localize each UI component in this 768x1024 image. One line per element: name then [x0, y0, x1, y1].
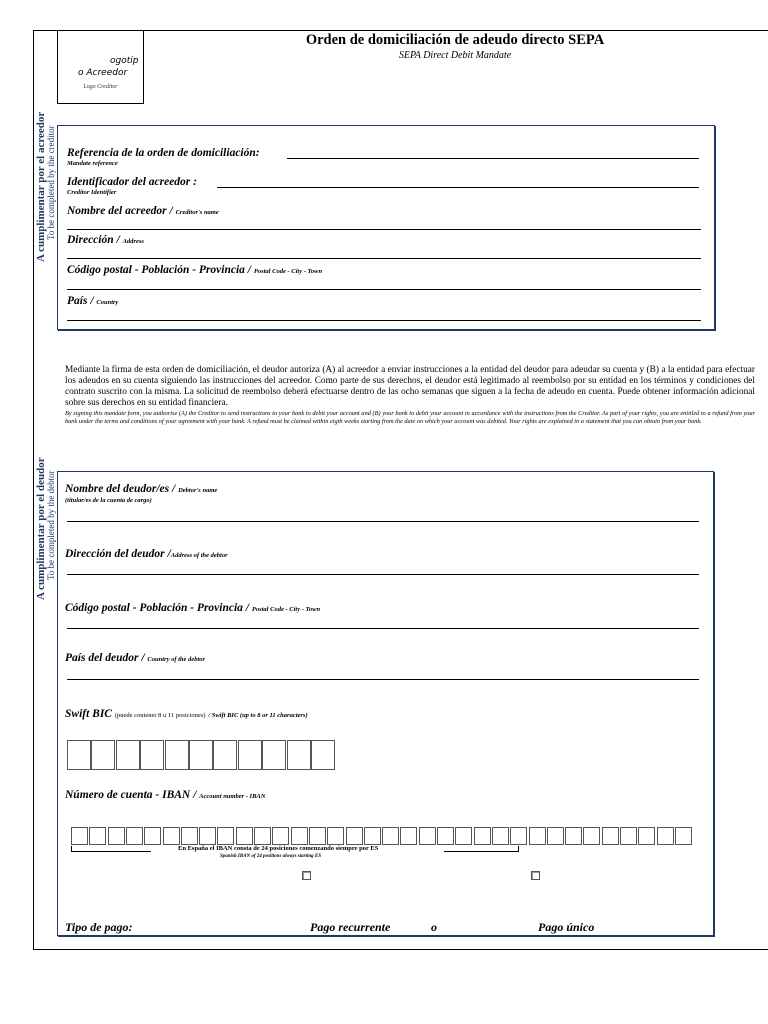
swift-label-text: Swift BIC — [65, 708, 112, 720]
debtor-address-label — [65, 548, 228, 560]
debtor-section — [57, 471, 714, 936]
creditor-side-label-main: A cumplimentar por el acreedor — [35, 111, 47, 262]
creditor-logo-box — [57, 30, 144, 104]
page-subtitle: SEPA Direct Debit Mandate — [398, 50, 512, 61]
iban-bracket-right — [444, 846, 519, 852]
iban-char-box[interactable] — [620, 827, 637, 845]
swift-en: / Swift BIC (up to 8 or 11 characters) — [208, 712, 308, 719]
debtor-postal-label-text: Código postal - Población - Provincia / — [65, 602, 249, 614]
creditor-country-label-text: País / — [67, 295, 94, 307]
iban-char-box[interactable] — [254, 827, 271, 845]
debtor-name-en: Debtor's name — [178, 487, 218, 494]
recurrent-payment-checkbox[interactable] — [302, 871, 311, 880]
iban-char-box[interactable] — [602, 827, 619, 845]
creditor-address-label — [67, 234, 144, 246]
swift-bic-char-box[interactable] — [140, 740, 164, 770]
iban-char-box[interactable] — [144, 827, 161, 845]
debtor-postal-input[interactable] — [67, 628, 699, 629]
debtor-name-label — [65, 483, 217, 495]
iban-char-box[interactable] — [89, 827, 106, 845]
iban-label — [65, 789, 265, 801]
mandate-reference-en: Mandate reference — [67, 160, 118, 167]
page-title: Orden de domiciliación de adeudo directo SEPA — [305, 32, 605, 48]
swift-note: (puede contener 8 u 11 posiciones) — [114, 712, 206, 719]
swift-bic-char-box[interactable] — [287, 740, 311, 770]
iban-char-box[interactable] — [657, 827, 674, 845]
iban-char-box[interactable] — [163, 827, 180, 845]
debtor-side-label-sub: To be completed by the debtor — [46, 470, 56, 580]
debtor-address-input[interactable] — [67, 574, 699, 575]
swift-bic-char-box[interactable] — [116, 740, 140, 770]
iban-bracket-left — [71, 846, 151, 852]
iban-char-box[interactable] — [71, 827, 88, 845]
swift-bic-char-box[interactable] — [67, 740, 91, 770]
iban-char-box[interactable] — [346, 827, 363, 845]
creditor-side-label-en — [46, 125, 56, 240]
mandate-reference-input[interactable] — [287, 158, 699, 159]
iban-char-box[interactable] — [437, 827, 454, 845]
mandate-reference-label: Referencia de la orden de domiciliación: — [67, 147, 260, 159]
debtor-side-label-main: A cumplimentar por el deudor — [35, 457, 47, 600]
creditor-side-label-sub: To be completed by the creditor — [46, 125, 56, 240]
swift-bic-char-box[interactable] — [311, 740, 335, 770]
creditor-postal-label-text: Código postal - Población - Provincia / — [67, 264, 251, 276]
debtor-postal-label — [65, 602, 320, 614]
debtor-country-input[interactable] — [67, 679, 699, 680]
debtor-side-label-en — [46, 470, 56, 580]
iban-note-en: Spanish IBAN of 24 positions always starting ES — [220, 854, 322, 859]
creditor-postal-label — [67, 264, 322, 276]
iban-char-box[interactable] — [565, 827, 582, 845]
creditor-address-input[interactable] — [67, 258, 701, 259]
iban-label-text: Número de cuenta - IBAN / — [65, 789, 197, 801]
creditor-identifier-en: Creditor Identifier — [67, 189, 117, 196]
mandate-text-es: Mediante la firma de esta orden de domiciliación, el deudor autoriza (A) al acreedor a enviar instrucciones a la entidad del deudor para adeudar su cuenta y (B) a la entidad para efectuar los adeudos en su cuenta siguiendo las instrucciones del acreedor. Como parte de sus derechos, el deudor está legitimado al reembolso por su entidad en los términos y condiciones del contrato suscrito con la misma. La solicitud de reembolso deberá efectuarse dentro de las ocho semanas que siguen a la fecha de adeudo en cuenta. Puede obtener información adicional sobre sus derechos en su entidad financiera. — [65, 365, 755, 408]
iban-char-box[interactable] — [547, 827, 564, 845]
iban-char-box[interactable] — [327, 827, 344, 845]
recurrent-payment-label: Pago recurrente — [310, 920, 391, 934]
iban-char-box[interactable] — [638, 827, 655, 845]
creditor-address-label-text: Dirección / — [67, 234, 120, 246]
iban-char-box[interactable] — [510, 827, 527, 845]
mandate-text-en: By signing this mandate form, you authorise (A) the Creditor to send instructions to your bank to debit your account and (B) your bank to debit your account in accordance with the instructions from the Creditor. As part of your rights, you are entitled to a refund from your bank under the terms and conditions of your agreement with your bank. A refund must be claimed within eigth weeks starting from the date on which your account was debited. Your rights are explained in a statement that you can obtain from your bank. — [65, 410, 755, 425]
creditor-address-en: Address — [122, 238, 144, 245]
iban-char-box[interactable] — [364, 827, 381, 845]
logo-text-line2: o Acreedor — [78, 68, 128, 78]
iban-char-box[interactable] — [181, 827, 198, 845]
creditor-identifier-label: Identificador del acreedor : — [67, 176, 197, 188]
single-payment-checkbox[interactable] — [531, 871, 540, 880]
iban-note: En España el IBAN consta de 24 posiciones comenzando siempre por ES — [178, 845, 379, 852]
debtor-address-en: Address of the debtor — [170, 552, 228, 559]
creditor-country-en: Country — [96, 299, 119, 306]
debtor-country-label — [65, 652, 205, 664]
swift-bic-char-box[interactable] — [213, 740, 237, 770]
debtor-name-label-text: Nombre del deudor/es / — [65, 483, 176, 495]
swift-bic-char-box[interactable] — [238, 740, 262, 770]
payment-type-label: Tipo de pago: — [65, 920, 133, 934]
iban-en: Account number - IBAN — [199, 793, 266, 800]
swift-label — [65, 708, 308, 720]
swift-bic-char-box[interactable] — [189, 740, 213, 770]
single-payment-label: Pago único — [538, 920, 595, 934]
iban-char-box[interactable] — [455, 827, 472, 845]
iban-char-box[interactable] — [236, 827, 253, 845]
creditor-name-en: Creditor's name — [175, 209, 219, 216]
debtor-country-en: Country of the debtor — [147, 656, 206, 663]
swift-bic-char-box[interactable] — [165, 740, 189, 770]
iban-char-box[interactable] — [382, 827, 399, 845]
creditor-identifier-input[interactable] — [217, 187, 699, 188]
iban-char-box[interactable] — [108, 827, 125, 845]
iban-char-box[interactable] — [309, 827, 326, 845]
debtor-name-input[interactable] — [67, 521, 699, 522]
iban-char-box[interactable] — [272, 827, 289, 845]
creditor-postal-en: Postal Code - City - Town — [253, 268, 323, 275]
iban-char-box[interactable] — [126, 827, 143, 845]
creditor-country-label — [67, 295, 118, 307]
debtor-postal-en: Postal Code - City - Town — [251, 606, 321, 613]
iban-char-box[interactable] — [400, 827, 417, 845]
logo-text-line1: ogotip — [110, 56, 139, 66]
iban-char-box[interactable] — [419, 827, 436, 845]
creditor-country-input[interactable] — [67, 320, 701, 321]
creditor-name-input[interactable] — [67, 229, 701, 230]
creditor-postal-input[interactable] — [67, 289, 701, 290]
creditor-name-label-text: Nombre del acreedor / — [67, 205, 173, 217]
or-label: o — [431, 920, 437, 934]
iban-char-box[interactable] — [199, 827, 216, 845]
iban-char-box[interactable] — [529, 827, 546, 845]
creditor-name-label — [67, 205, 219, 217]
iban-char-box[interactable] — [291, 827, 308, 845]
logo-caption: Logo Creditor — [83, 84, 118, 90]
iban-char-box[interactable] — [492, 827, 509, 845]
swift-bic-char-box[interactable] — [91, 740, 115, 770]
swift-bic-char-box[interactable] — [262, 740, 286, 770]
debtor-address-label-text: Dirección del deudor / — [65, 548, 171, 560]
iban-char-box[interactable] — [474, 827, 491, 845]
iban-char-box[interactable] — [675, 827, 692, 845]
debtor-name-note: (titular/es de la cuenta de cargo) — [65, 497, 152, 504]
iban-char-box[interactable] — [217, 827, 234, 845]
debtor-country-label-text: País del deudor / — [65, 652, 145, 664]
iban-char-box[interactable] — [583, 827, 600, 845]
